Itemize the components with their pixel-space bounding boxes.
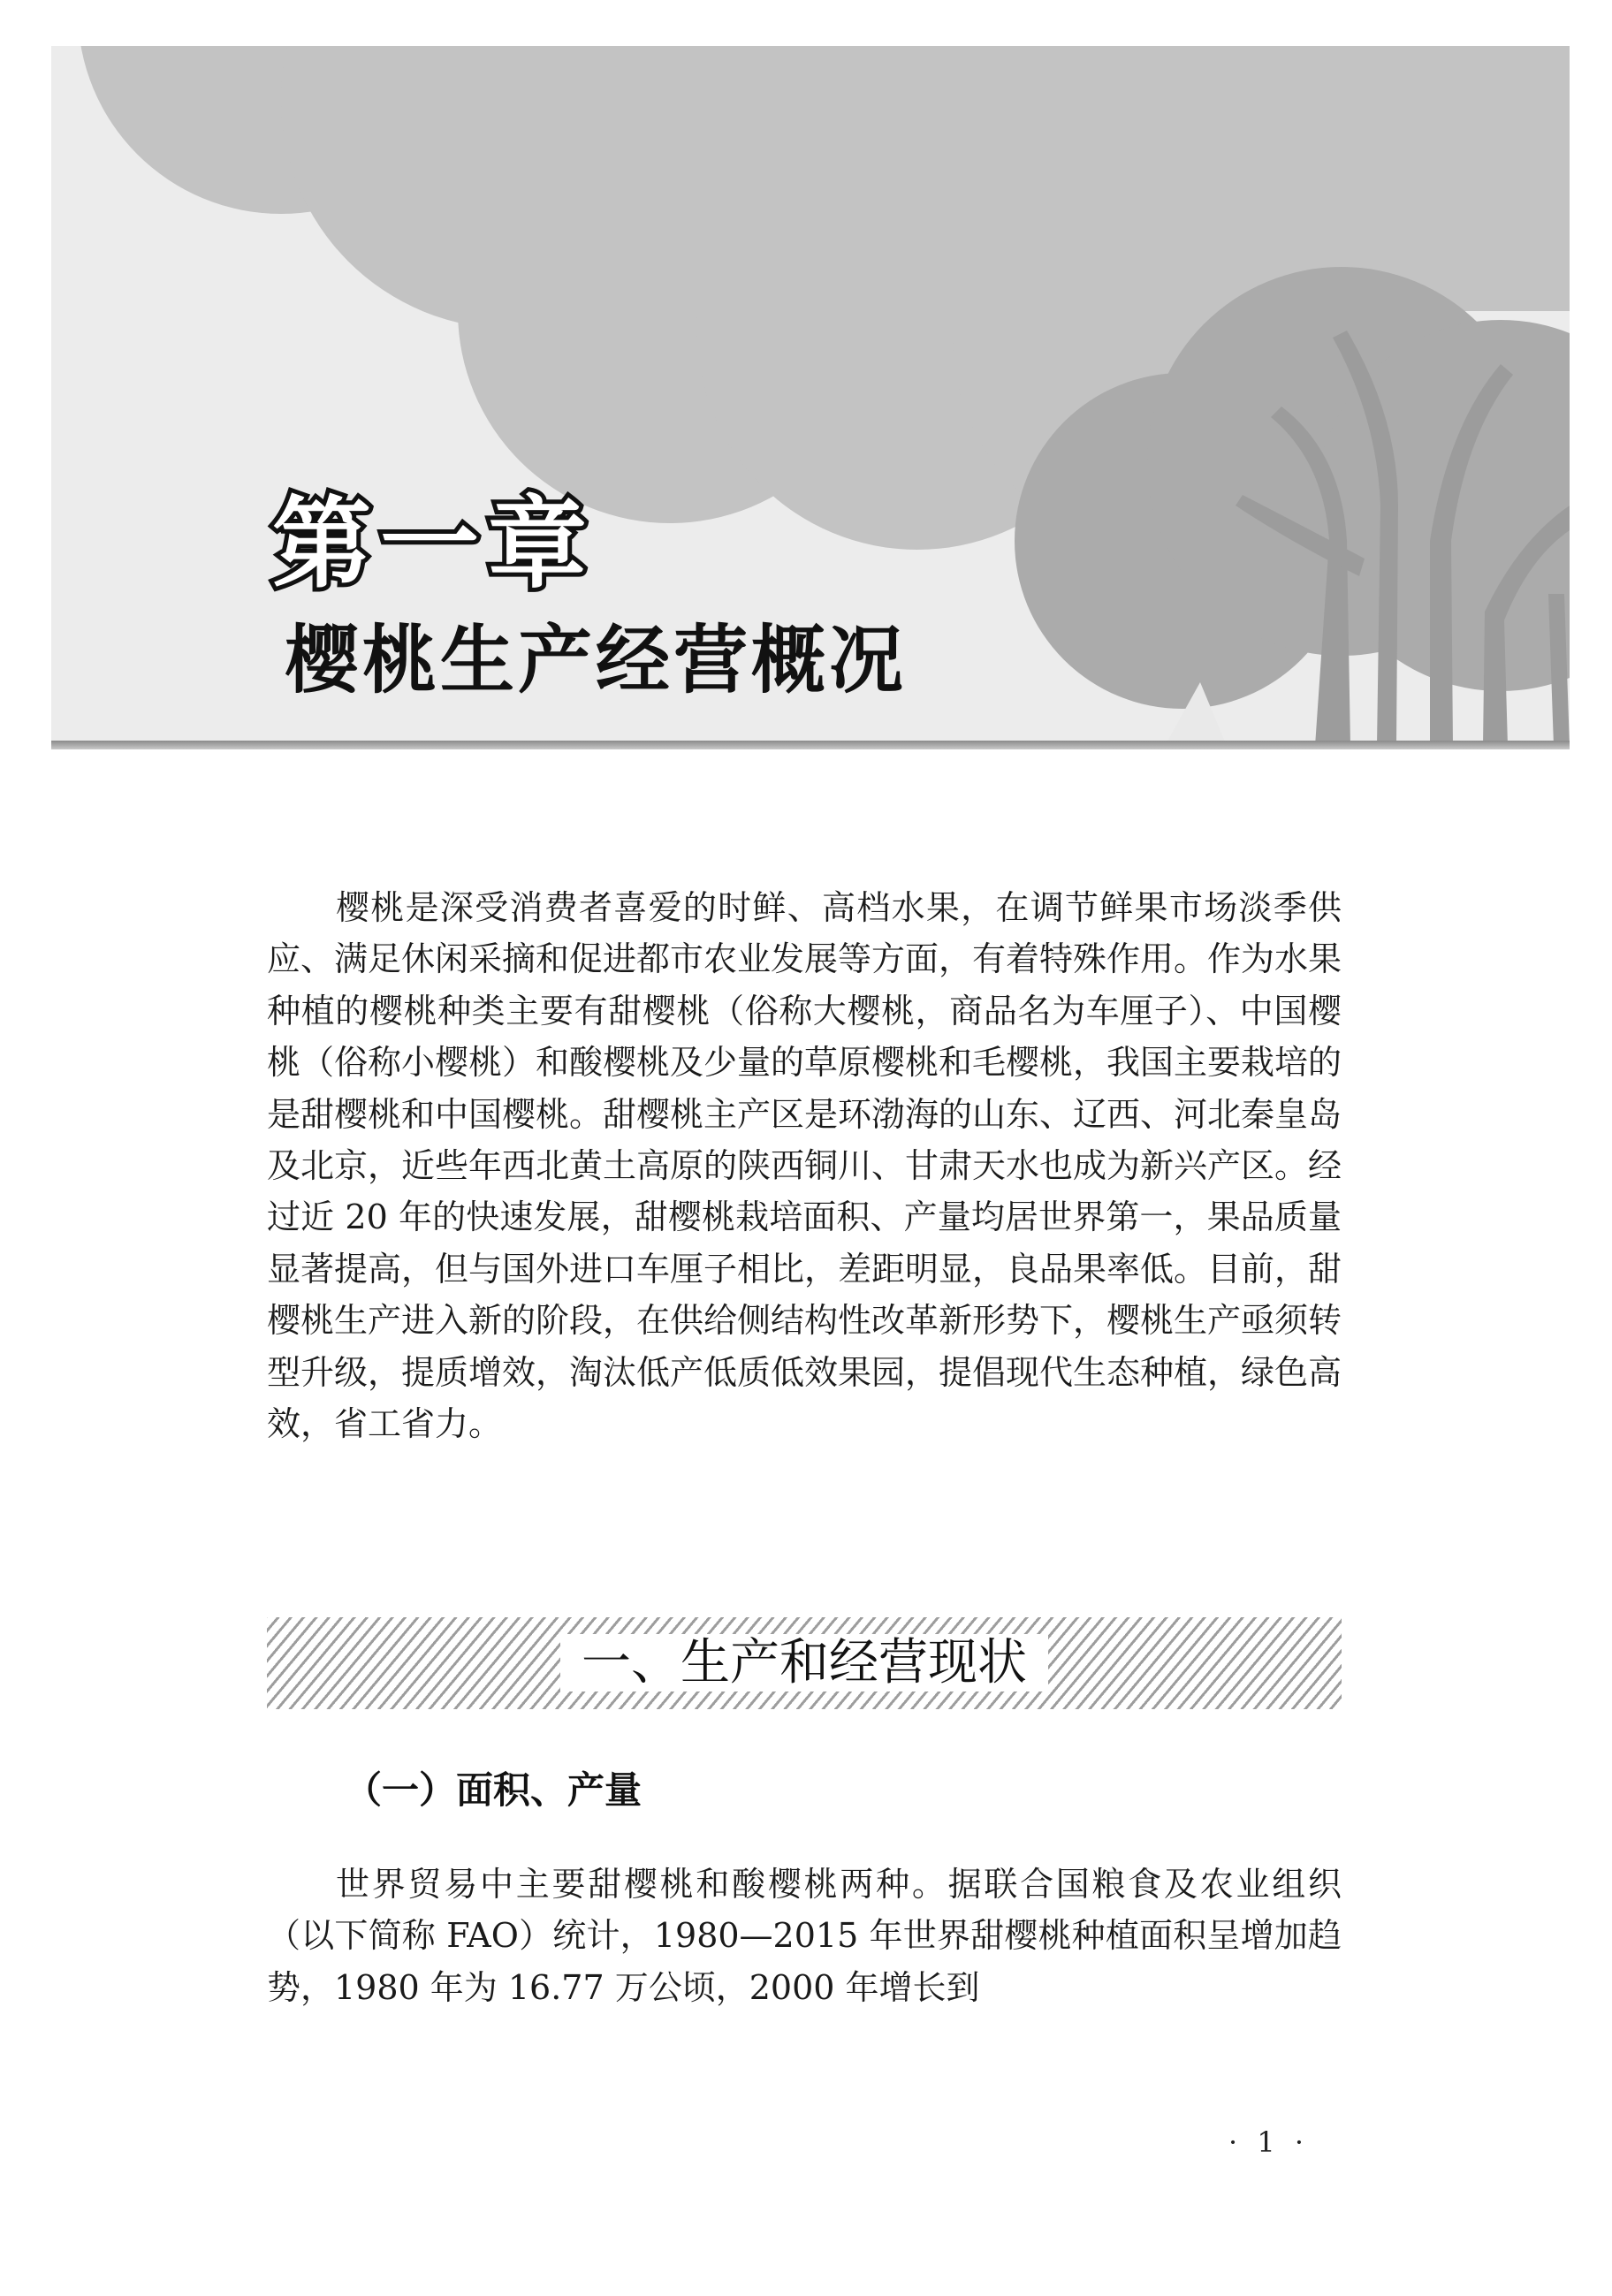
section-heading-text: 一、生产和经营现状 [560,1634,1048,1692]
chapter-number: 第一章 [272,487,596,602]
body-paragraph: 世界贸易中主要甜樱桃和酸樱桃两种。据联合国粮食及农业组织（以下简称 FAO）统计，1980—2015 年世界甜樱桃种植面积呈增加趋势，1980 年为 16.77 万公顷，2000 年增长到 [267,1865,1342,2007]
section-heading [267,1633,1342,1693]
chapter-title: 樱桃生产经营概况 [285,617,908,703]
banner-rule [51,741,1570,749]
subsection-heading: （一）面积、产量 [345,1768,643,1812]
intro-paragraph: 樱桃是深受消费者喜爱的时鲜、高档水果，在调节鲜果市场淡季供应、满足休闲采摘和促进都市农业发展等方面，有着特殊作用。作为水果种植的樱桃种类主要有甜樱桃（俗称大樱桃，商品名为车厘子）、中国樱桃（俗称小樱桃）和酸樱桃及少量的草原樱桃和毛樱桃，我国主要栽培的是甜樱桃和中国樱桃。甜樱桃主产区是环渤海的山东、辽西、河北秦皇岛及北京，近些年西北黄土高原的陕西铜川、甘肃天水也成为新兴产区。经过近 20 年的快速发展，甜樱桃栽培面积、产量均居世界第一，果品质量显著提高，但与国外进口车厘子相比，差距明显，良品果率低。目前，甜樱桃生产进入新的阶段，在供给侧结构性改革新形势下，樱桃生产亟须转型升级，提质增效，淘汰低产低质低效果园，提倡现代生态种植，绿色高效，省工省力。 [267,888,1342,1444]
section-heading-bar [267,1617,1342,1709]
page-number: · 1 · [1228,2125,1310,2159]
